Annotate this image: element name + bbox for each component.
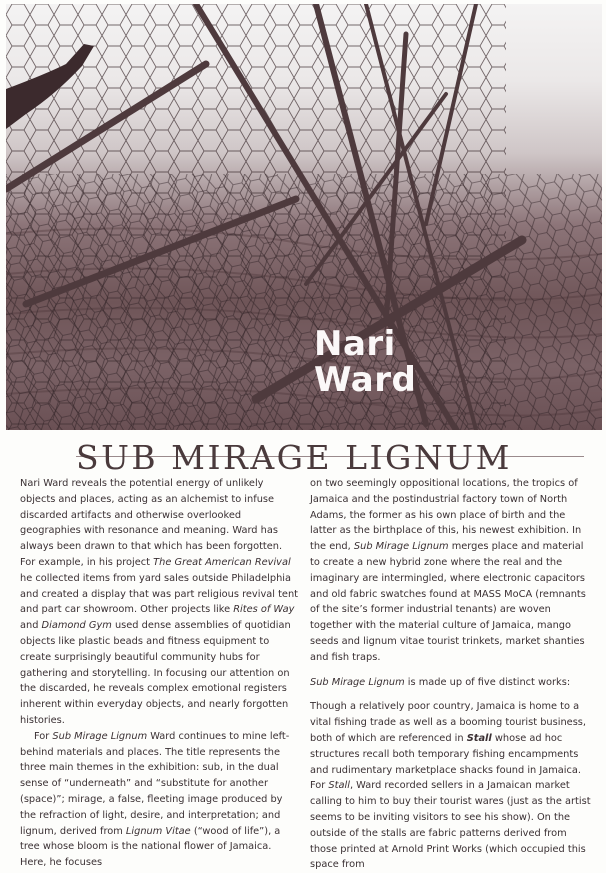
paragraph: For Sub Mirage Lignum Ward continues to mine left-behind materials and places. The title represents the three main themes in the exhibition: sub, in the dual sense of “underneath” and “substitute for another (space)”; mirage, a false, fleeting image produced by the refraction of light, desire, and interpretation; and lignum, derived from Lignum Vitae (“wood of life”), a tree whose bloom is the national flower of Jamaica. Here, he focuses [20, 730, 290, 869]
hero-photo [6, 4, 602, 430]
paragraph: Nari Ward reveals the potential energy of unlikely objects and places, acting as an alchemist to infuse discarded artifacts and otherwise overlooked geographies with resonance and meaning. Ward has always been drawn to that which has been forgotten. For example, in his project The Great American Revival he collected items from yard sales outside Philadelphia and created a display that was part religious revival tent and part car showroom. Other projects like Rites of Way and Diamond Gym used dense assemblies of quotidian objects like plastic beads and fitness equipment to create surprisingly beautiful community hubs for gathering and storytelling. In focusing our attention on the discarded, he reveals complex emotional registers inherent within everyday objects, and nearly forgotten histories. [20, 478, 299, 726]
artist-last-name: Ward [314, 360, 417, 400]
paragraph: Sub Mirage Lignum is made up of five distinct works: [310, 676, 571, 688]
right-column [310, 476, 594, 873]
exhibition-title: SUB MIRAGE LIGNUM [76, 438, 512, 477]
artist-first-name: Nari [314, 324, 396, 364]
paragraph: Though a relatively poor country, Jamaica is home to a vital fishing trade as well as a booming tourist business, both of which are referenced in Stall whose ad hoc structures recall both temporary fishing encampments and rudimentary marketplace shacks found in Jamaica. For Stall, Ward recorded sellers in a Jamaican market calling to him to buy their tourist wares (just as the artist seems to be inviting visitors to see his show). On the outside of the stalls are fabric patterns derived from those printed at Arnold Print Works (which occupied this space from [310, 701, 591, 871]
artist-name [314, 326, 514, 398]
paragraph: on two seemingly oppositional locations, the tropics of Jamaica and the postindustrial factory town of North Adams, the former as his own place of birth and the latter as the birthplace of this, his newest exhibition. In the end, Sub Mirage Lignum merges place and material to create a new hybrid zone where the real and the imaginary are intermingled, where electronic capacitors and old fabric swatches found at MASS MoCA (remnants of the site’s former industrial tenants) are woven together with the material culture of Jamaica, mango seeds and lignum vitae tourist trinkets, market shanties and fish traps. [310, 478, 586, 663]
left-column [20, 476, 300, 871]
